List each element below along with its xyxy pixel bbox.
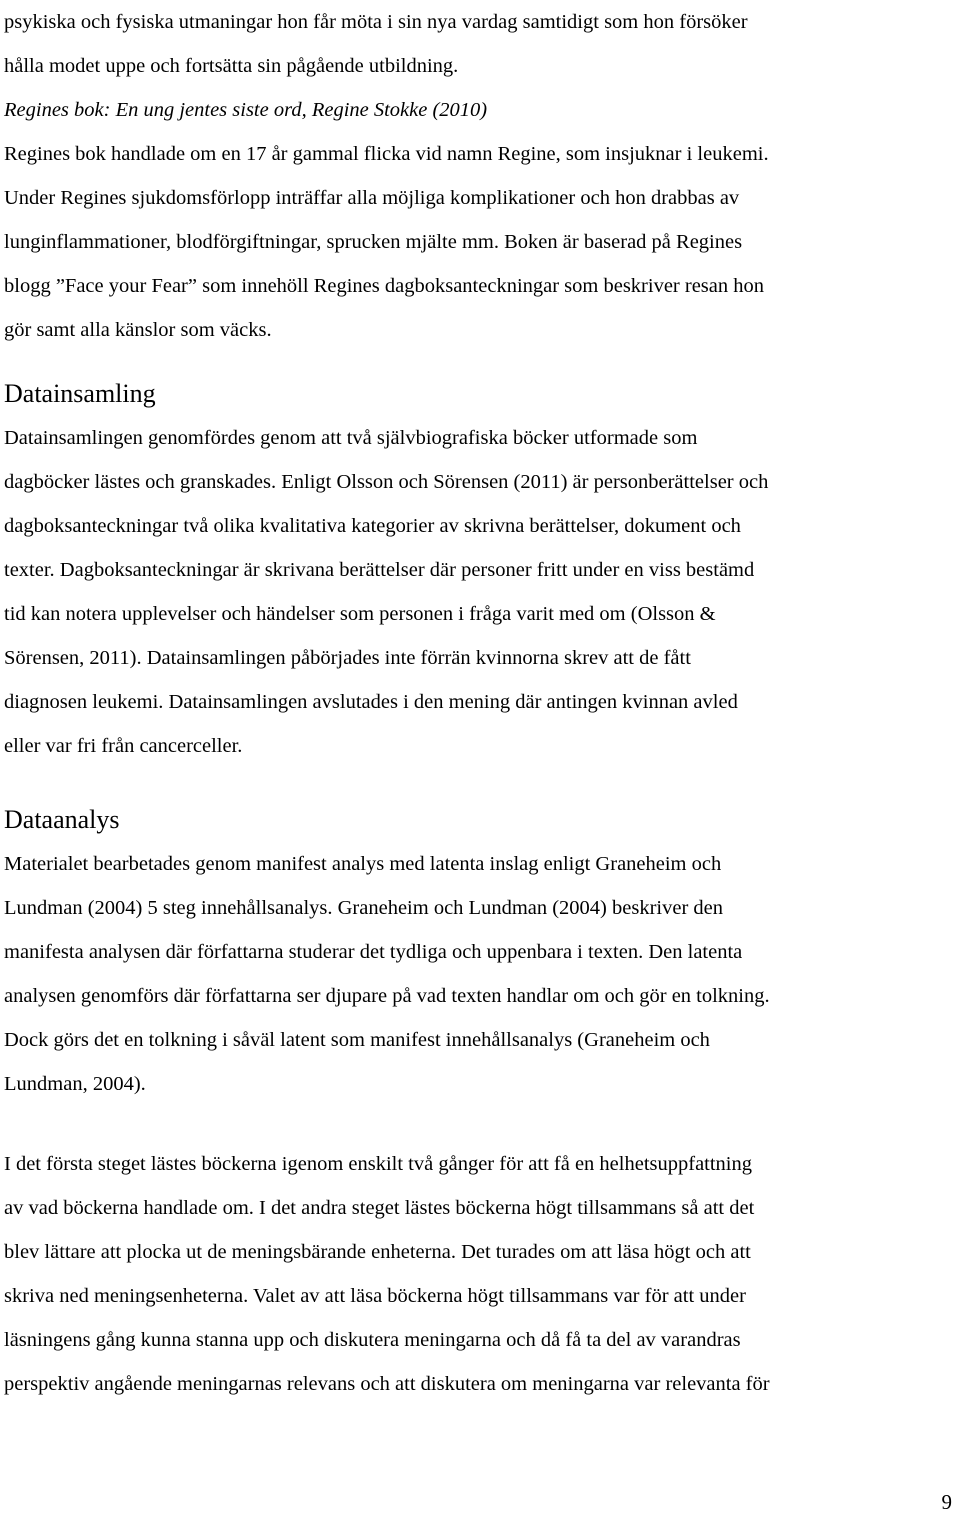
text-line: tid kan notera upplevelser och händelser som personen i fråga varit med om (Olsson & [4,603,716,625]
steps-paragraph [4,1142,956,1406]
text-line: dagböcker lästes och granskades. Enligt Olsson och Sörensen (2011) är personberättelser och [4,471,769,493]
book-entry [4,88,956,352]
text-line: dagboksanteckningar två olika kvalitativa kategorier av skrivna berättelser, dokument och [4,515,741,537]
text-line: Lundman (2004) 5 steg innehållsanalys. Graneheim och Lundman (2004) beskriver den [4,897,724,919]
text-line: manifesta analysen där författarna studerar det tydliga och uppenbara i texten. Den latenta [4,941,743,963]
text-line: perspektiv angående meningarnas relevans och att diskutera om meningarna var relevanta för [4,1373,770,1395]
dataanalys-paragraph [4,842,956,1106]
book-title: Regines bok: En ung jentes siste ord, Regine Stokke (2010) [4,99,488,121]
text-line: gör samt alla känslor som väcks. [4,319,272,341]
text-line: Materialet bearbetades genom manifest analys med latenta inslag enligt Graneheim och [4,853,722,875]
intro-paragraph [4,0,956,88]
text-line: hålla modet uppe och fortsätta sin pågående utbildning. [4,55,459,77]
text-line: av vad böckerna handlade om. I det andra steget lästes böckerna högt tillsammans så att det [4,1197,755,1219]
text-line: eller var fri från cancerceller. [4,735,243,757]
text-line: läsningens gång kunna stanna upp och diskutera meningarna och då få ta del av varandras [4,1329,741,1351]
document-page [4,0,956,1406]
page-number: 9 [941,1490,952,1514]
text-line: analysen genomförs där författarna ser djupare på vad texten handlar om och gör en tolkning. [4,985,770,1007]
datainsamling-paragraph [4,416,956,768]
text-line: Dock görs det en tolkning i såväl latent som manifest innehållsanalys (Graneheim och [4,1029,710,1051]
text-line: Regines bok handlade om en 17 år gammal flicka vid namn Regine, som insjuknar i leukemi. [4,143,769,165]
section-heading-datainsamling: Datainsamling [4,379,156,408]
paragraph-spacer [4,1106,956,1142]
text-line: Sörensen, 2011). Datainsamlingen påbörjades inte förrän kvinnorna skrev att de fått [4,647,691,669]
text-line: diagnosen leukemi. Datainsamlingen avslutades i den mening där antingen kvinnan avled [4,691,738,713]
text-line: Lundman, 2004). [4,1073,146,1095]
text-line: psykiska och fysiska utmaningar hon får möta i sin nya vardag samtidigt som hon försöker [4,11,748,33]
text-line: Datainsamlingen genomfördes genom att två självbiografiska böcker utformade som [4,427,698,449]
text-line: blogg ”Face your Fear” som innehöll Regines dagboksanteckningar som beskriver resan hon [4,275,765,297]
text-line: skriva ned meningsenheterna. Valet av att läsa böckerna högt tillsammans var för att under [4,1285,746,1307]
text-line: blev lättare att plocka ut de meningsbärande enheterna. Det turades om att läsa högt och att [4,1241,751,1263]
section-heading-dataanalys: Dataanalys [4,805,120,834]
text-line: lunginflammationer, blodförgiftningar, sprucken mjälte mm. Boken är baserad på Regines [4,231,743,253]
text-line: Under Regines sjukdomsförlopp inträffar alla möjliga komplikationer och hon drabbas av [4,187,740,209]
text-line: I det första steget lästes böckerna igenom enskilt två gånger för att få en helhetsuppfattning [4,1153,752,1175]
text-line: texter. Dagboksanteckningar är skrivana berättelser där personer fritt under en viss bestämd [4,559,755,581]
